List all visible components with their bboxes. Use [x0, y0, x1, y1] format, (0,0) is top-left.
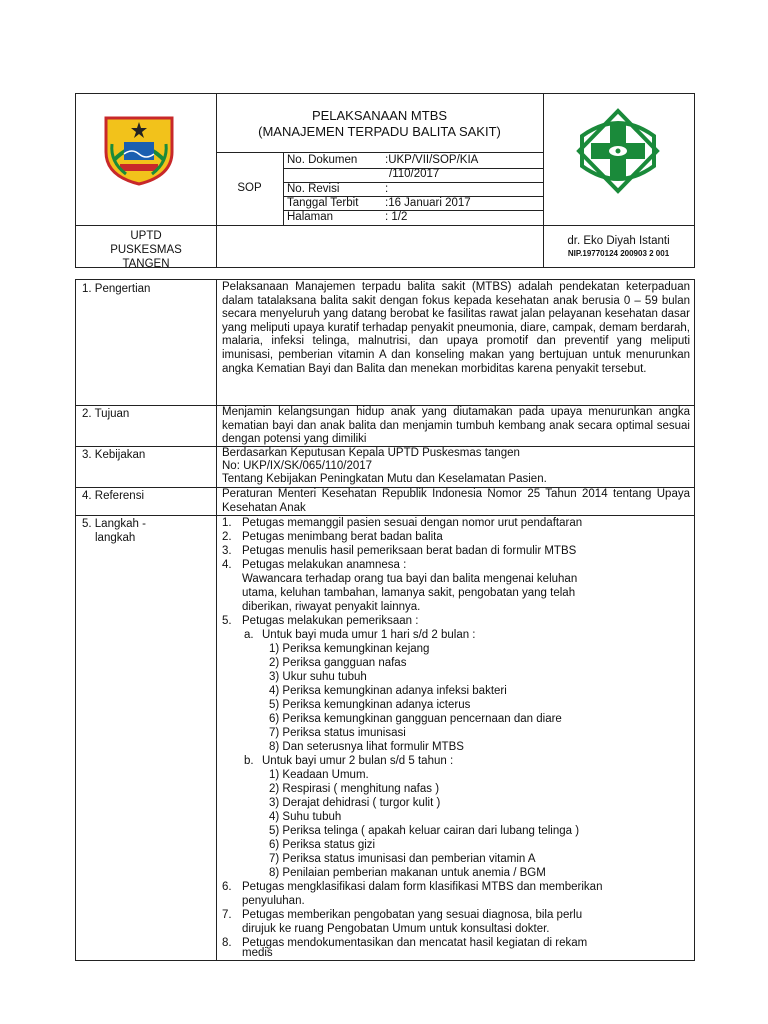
step-text: Petugas memanggil pasien sesuai dengan nomor urut pendaftaran — [242, 517, 583, 529]
field-label-halaman: Halaman — [287, 211, 334, 223]
step-number: 5. — [222, 615, 232, 627]
step-text: Petugas melakukan pemeriksaan : — [242, 615, 419, 627]
field-value-no-dokumen-cont: /110/2017 — [389, 168, 440, 180]
section-label-langkah-cont: langkah — [95, 532, 136, 544]
document-title-line1: PELAKSANAAN MTBS — [311, 108, 448, 123]
step-text: dirujuk ke ruang Pengobatan Umum untuk konsultasi dokter. — [242, 923, 550, 935]
step-number: 3. — [222, 545, 232, 557]
step-number: 7. — [222, 909, 232, 921]
section-label-kebijakan: 3. Kebijakan — [82, 449, 146, 461]
substep-item: 6) Periksa kemungkinan gangguan pencernaan dan diare — [269, 713, 562, 725]
sop-label: SOP — [237, 182, 262, 194]
field-label-no-revisi: No. Revisi — [287, 183, 340, 195]
signer-nip: NIP.19770124 200903 2 001 — [567, 249, 670, 258]
signer-name: dr. Eko Diyah Istanti — [567, 235, 670, 247]
substep-item: 8) Penilaian pemberian makanan untuk anemia / BGM — [269, 867, 546, 879]
substep-item: 4) Suhu tubuh — [269, 811, 342, 823]
substep-item: 1) Keadaan Umum. — [269, 769, 369, 781]
substep-item: 1) Periksa kemungkinan kejang — [269, 643, 430, 655]
substep-item: 5) Periksa telinga ( apakah keluar cairan dari lubang telinga ) — [269, 825, 580, 837]
field-label-tanggal-terbit: Tanggal Terbit — [287, 197, 359, 209]
substep-item: 7) Periksa status imunisasi — [269, 727, 406, 739]
kebijakan-line: Tentang Kebijakan Peningkatan Mutu dan Keselamatan Pasien. — [222, 473, 547, 485]
substep-item: 7) Periksa status imunisasi dan pemberian vitamin A — [269, 853, 536, 865]
step-number: 1. — [222, 517, 232, 529]
substep-item: 5) Periksa kemungkinan adanya icterus — [269, 699, 471, 711]
org-line2: PUSKESMAS — [110, 244, 182, 256]
step-text: Petugas menulis hasil pemeriksaan berat badan di formulir MTBS — [242, 545, 577, 557]
substep-label: a. — [244, 629, 254, 641]
section-text-pengertian: Pelaksanaan Manajemen terpadu balita sakit (MTBS) adalah pendekatan keterpaduan dalam tatalaksana balita sakit dengan fokus kepada kesehatan anak berusia 0 – 59 bulan secara menyeluruh yang datang berobat ke fasilitas rawat jalan pelayanan kesehatan dasar yang meliputi upaya kuratif terhadap penyakit pneumonia, diare, campak, demam berdarah, malaria, infeksi telinga, malnutrisi, dan upaya promotif dan preventif yang meliputi imunisasi, pemberian vitamin A dan konseling makan yang bertujuan untuk menurunkan angka Kematian Bayi dan Balita dan menekan morbiditas karena penyakit tersebut. — [222, 281, 690, 375]
sop-body-table — [75, 279, 695, 961]
substep-item: 3) Derajat dehidrasi ( turgor kulit ) — [269, 797, 441, 809]
step-text: Petugas mendokumentasikan dan mencatat hasil kegiatan di rekam — [242, 937, 588, 949]
org-line1: UPTD — [130, 230, 162, 242]
field-value-no-dokumen: :UKP/VII/SOP/KIA — [385, 154, 479, 166]
section-text-referensi: Peraturan Menteri Kesehatan Republik Indonesia Nomor 25 Tahun 2014 tentang Upaya Kesehatan Anak — [222, 488, 690, 514]
step-text: utama, keluhan tambahan, lamanya sakit, pengobatan yang telah — [242, 587, 576, 599]
substep-label: b. — [244, 755, 254, 767]
substep-title: Untuk bayi muda umur 1 hari s/d 2 bulan : — [262, 629, 476, 641]
field-value-tanggal-terbit: :16 Januari 2017 — [385, 197, 471, 209]
step-text: Petugas mengklasifikasi dalam form klasifikasi MTBS dan memberikan — [242, 881, 603, 893]
step-number: 2. — [222, 531, 232, 543]
section-text-tujuan: Menjamin kelangsungan hidup anak yang diutamakan pada upaya menurunkan angka kematian bayi dan anak balita dan menjamin tumbuh kembang anak secara optimal sesuai dengan potensi yang dimiliki — [222, 406, 690, 446]
section-label-tujuan: 2. Tujuan — [82, 408, 130, 420]
kebijakan-line: No: UKP/IX/SK/065/110/2017 — [222, 460, 373, 472]
step-number: 6. — [222, 881, 232, 893]
substep-item: 2) Respirasi ( menghitung nafas ) — [269, 783, 440, 795]
document-title-line2: (MANAJEMEN TERPADU BALITA SAKIT) — [258, 124, 501, 139]
step-number: 8. — [222, 937, 232, 949]
puskesmas-cross-icon — [576, 108, 660, 194]
step-text: medis — [242, 947, 273, 959]
sop-header — [75, 93, 695, 268]
substep-title: Untuk bayi umur 2 bulan s/d 5 tahun : — [262, 755, 454, 767]
field-value-no-revisi: : — [385, 183, 389, 195]
step-text: Wawancara terhadap orang tua bayi dan balita mengenai keluhan — [242, 573, 578, 585]
kebijakan-line: Berdasarkan Keputusan Kepala UPTD Puskesmas tangen — [222, 447, 520, 459]
substep-item: 6) Periksa status gizi — [269, 839, 376, 851]
step-text: Petugas menimbang berat badan balita — [242, 531, 443, 543]
section-label-referensi: 4. Referensi — [82, 490, 145, 502]
field-label-no-dokumen: No. Dokumen — [287, 154, 358, 166]
section-label-langkah: 5. Langkah - — [82, 518, 146, 530]
field-value-halaman: : 1/2 — [385, 211, 408, 223]
substep-item: 4) Periksa kemungkinan adanya infeksi bakteri — [269, 685, 507, 697]
step-text: Petugas melakukan anamnesa : — [242, 559, 407, 571]
step-text: Petugas memberikan pengobatan yang sesuai diagnosa, bila perlu — [242, 909, 583, 921]
regency-seal-icon — [100, 104, 178, 186]
section-label-pengertian: 1. Pengertian — [82, 283, 151, 295]
substep-item: 3) Ukur suhu tubuh — [269, 671, 367, 683]
substep-item: 8) Dan seterusnya lihat formulir MTBS — [269, 741, 464, 753]
step-text: penyuluhan. — [242, 895, 305, 907]
substep-item: 2) Periksa gangguan nafas — [269, 657, 407, 669]
step-number: 4. — [222, 559, 232, 571]
org-line3: TANGEN — [122, 258, 170, 270]
step-text: diberikan, riwayat penyakit lainnya. — [242, 601, 421, 613]
